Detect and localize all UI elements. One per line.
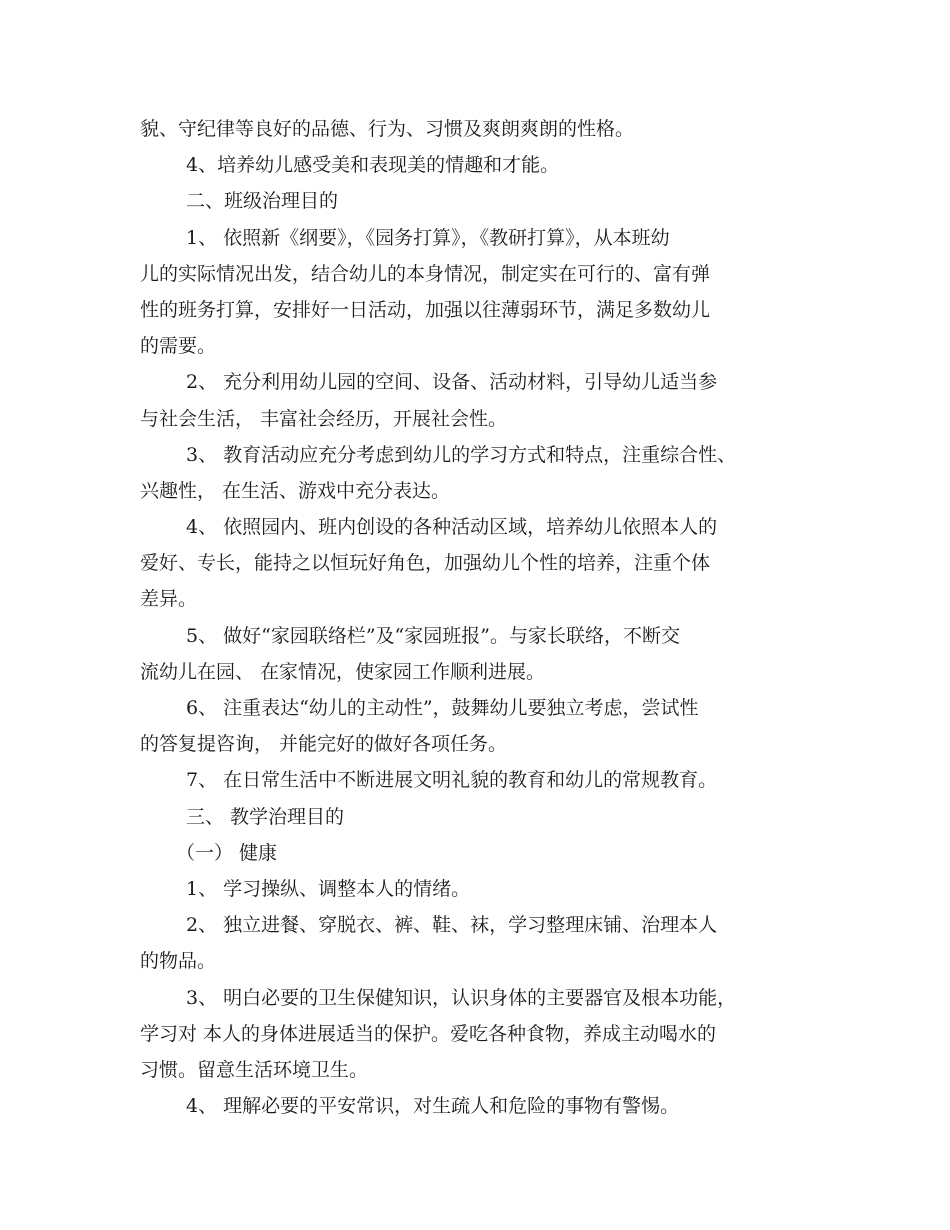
list-item-line: 4、培养幼儿感受美和表现美的情趣和才能。 [186,154,560,176]
subsection-heading: （一） 健康 [176,842,278,864]
paragraph-line: 学习对 本人的身体进展适当的保护。爱吃各种食物，养成主动喝水的 [140,1023,717,1045]
paragraph-line: 的物品。 [140,950,217,972]
list-item-line: 6、 注重表达“幼儿的主动性”，鼓舞幼儿要独立考虑，尝试性 [186,697,699,719]
list-item-line: 7、 在日常生活中不断进展文明礼貌的教育和幼儿的常规教育。 [186,769,718,791]
section-heading: 三、 教学治理目的 [186,806,345,828]
list-item-line: 1、 学习操纵、调整本人的情绪。 [186,878,471,900]
paragraph-line: 的需要。 [140,335,217,357]
paragraph-line: 性的班务打算，安排好一日活动，加强以往薄弱环节，满足多数幼儿 [140,299,711,321]
paragraph-line: 兴趣性， 在生活、游戏中充分表达。 [140,480,451,502]
list-item-line: 2、 独立进餐、穿脱衣、裤、鞋、袜，学习整理床铺、治理本人 [186,914,718,936]
list-item-line: 1、 依照新《纲要》，《园务打算》，《教研打算》，从本班幼 [186,227,670,249]
section-heading: 二、班级治理目的 [186,190,339,212]
list-item-line: 2、 充分利用幼儿园的空间、设备、活动材料，引导幼儿适当参 [186,371,718,393]
paragraph-line: 习惯。留意生活环境卫生。 [140,1059,369,1081]
paragraph-line: 爱好、专长，能持之以恒玩好角色，加强幼儿个性的培养，注重个体 [140,552,711,574]
list-item-line: 4、 理解必要的平安常识，对生疏人和危险的事物有警惕。 [186,1095,680,1117]
paragraph-line: 的答复提咨询， 并能完好的做好各项任务。 [140,733,508,755]
paragraph-line: 貌、守纪律等良好的品德、行为、习惯及爽朗爽朗的性格。 [140,118,635,140]
paragraph-line: 与社会生活， 丰富社会经历，开展社会性。 [140,408,508,430]
list-item-line: 3、 教育活动应充分考虑到幼儿的学习方式和特点，注重综合性、 [186,444,737,466]
list-item-line: 4、 依照园内、班内创设的各种活动区域，培养幼儿依照本人的 [186,516,718,538]
paragraph-line: 儿的实际情况出发，结合幼儿的本身情况，制定实在可行的、富有弹 [140,263,711,285]
list-item-line: 3、 明白必要的卫生保健知识，认识身体的主要器官及根本功能， [186,987,737,1009]
paragraph-line: 流幼儿在园、 在家情况，使家园工作顺利进展。 [140,661,546,683]
paragraph-line: 差异。 [140,588,198,610]
list-item-line: 5、 做好“家园联络栏”及“家园班报”。与家长联络，不断交 [186,625,680,647]
